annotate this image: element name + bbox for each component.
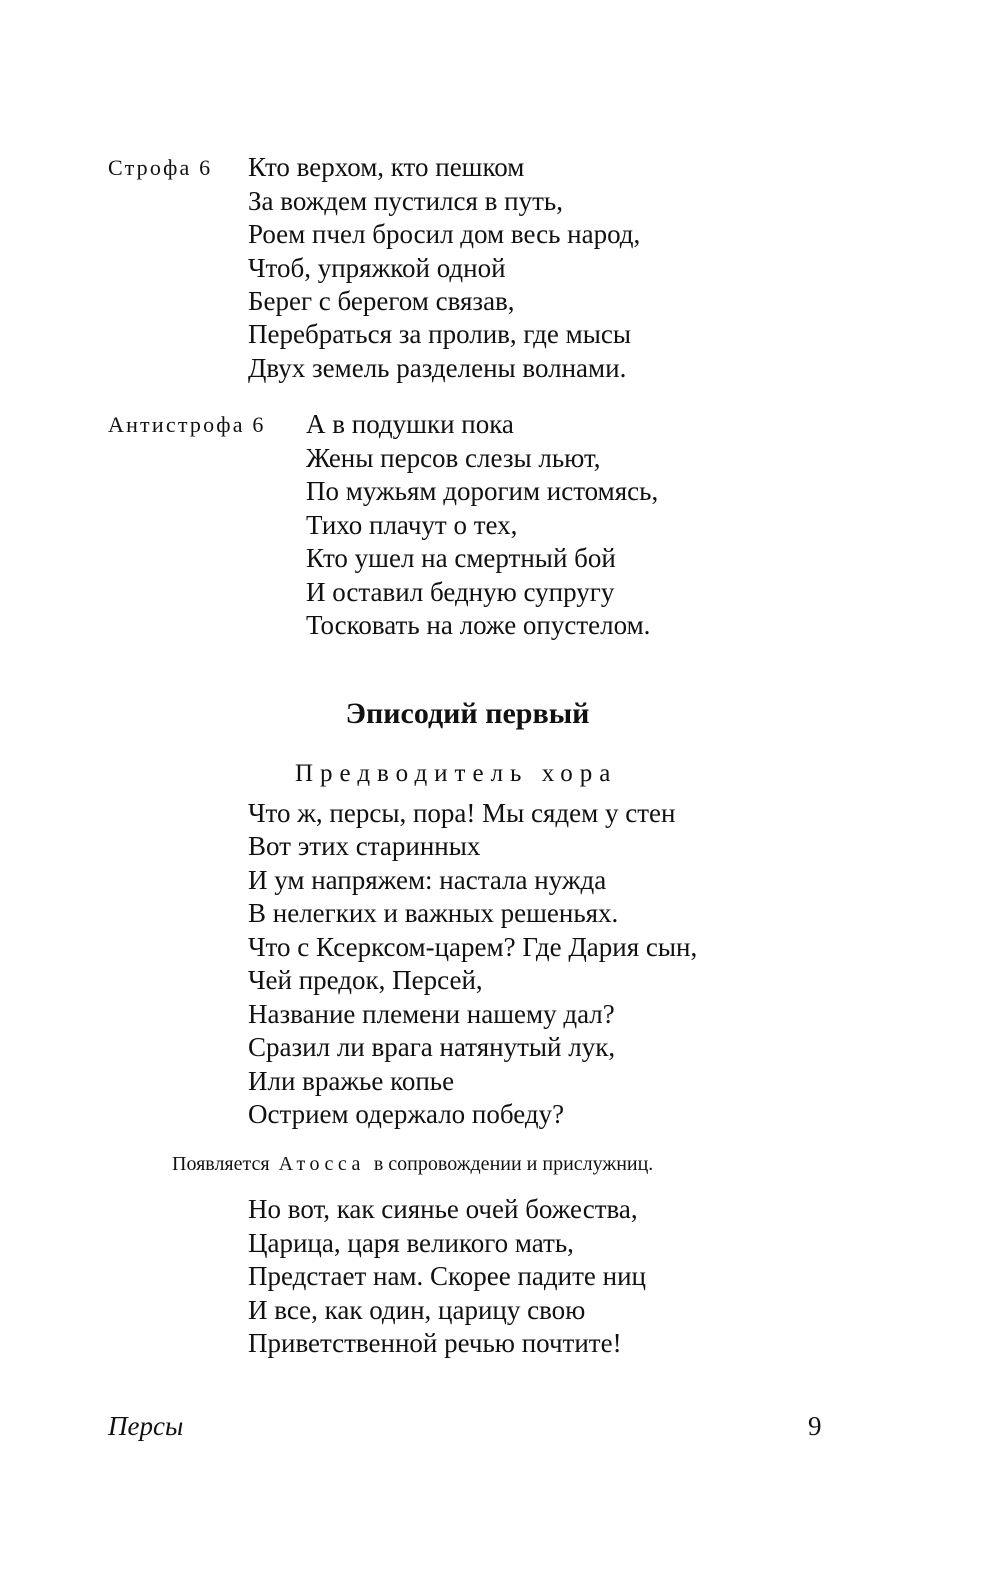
verse-line: Тихо плачут о тех, <box>306 510 518 540</box>
verse-line: Кто ушел на смертный бой <box>306 543 616 573</box>
verse-line: Название племени нашему дал? <box>248 999 615 1029</box>
running-footer-title: Персы <box>108 1411 184 1441</box>
stage-direction-before: Появляется <box>172 1153 270 1175</box>
verse-line: По мужьям дорогим истомясь, <box>306 476 659 506</box>
verse-line: Двух земель разделены волнами. <box>248 353 627 383</box>
verse-line: Кто верхом, кто пешком <box>248 152 525 182</box>
stage-direction-after: в сопровождении и прислужниц. <box>373 1153 654 1175</box>
verse-line: А в подушки пока <box>306 409 514 439</box>
verse-line: За вождем пустился в путь, <box>248 186 563 216</box>
character-name: Атосса <box>278 1153 365 1175</box>
verse-line: Или вражье копье <box>248 1066 455 1096</box>
verse-line: Царица, царя великого мать, <box>248 1228 574 1258</box>
verse-line: В нелегких и важных решеньях. <box>248 898 619 928</box>
verse-line: Жены персов слезы льют, <box>306 443 601 473</box>
speaker-name: Предводитель хора <box>295 760 618 787</box>
verse-line: И оставил бедную супругу <box>306 577 615 607</box>
verse-line: Предстает нам. Скорее падите ниц <box>248 1261 646 1291</box>
strophe-label: Строфа 6 <box>108 155 213 180</box>
verse-line: Что с Ксерксом-царем? Где Дария сын, <box>248 932 698 962</box>
stage-direction <box>172 1150 653 1178</box>
verse-line: Приветственной речью почтите! <box>248 1328 622 1358</box>
verse-line: Острием одержало победу? <box>248 1099 565 1129</box>
antistrophe-label: Антистрофа 6 <box>108 412 266 437</box>
verse-line: Чтоб, упряжкой одной <box>248 253 506 283</box>
verse-line: Перебраться за пролив, где мысы <box>248 319 631 349</box>
verse-line: И все, как один, царицу свою <box>248 1295 586 1325</box>
verse-line: Тосковать на ложе опустелом. <box>306 610 651 640</box>
verse-line: Что ж, персы, пора! Мы сядем у стен <box>248 798 676 828</box>
page-number: 9 <box>808 1411 822 1441</box>
verse-line: Сразил ли врага натянутый лук, <box>248 1032 616 1062</box>
verse-line: И ум напряжем: настала нужда <box>248 865 607 895</box>
section-heading: Эписодий первый <box>345 697 590 730</box>
verse-line: Чей предок, Персей, <box>248 965 483 995</box>
verse-line: Вот этих старинных <box>248 831 481 861</box>
verse-line: Берег с берегом связав, <box>248 286 515 316</box>
verse-line: Но вот, как сиянье очей божества, <box>248 1194 638 1224</box>
verse-line: Роем пчел бросил дом весь народ, <box>248 219 641 249</box>
